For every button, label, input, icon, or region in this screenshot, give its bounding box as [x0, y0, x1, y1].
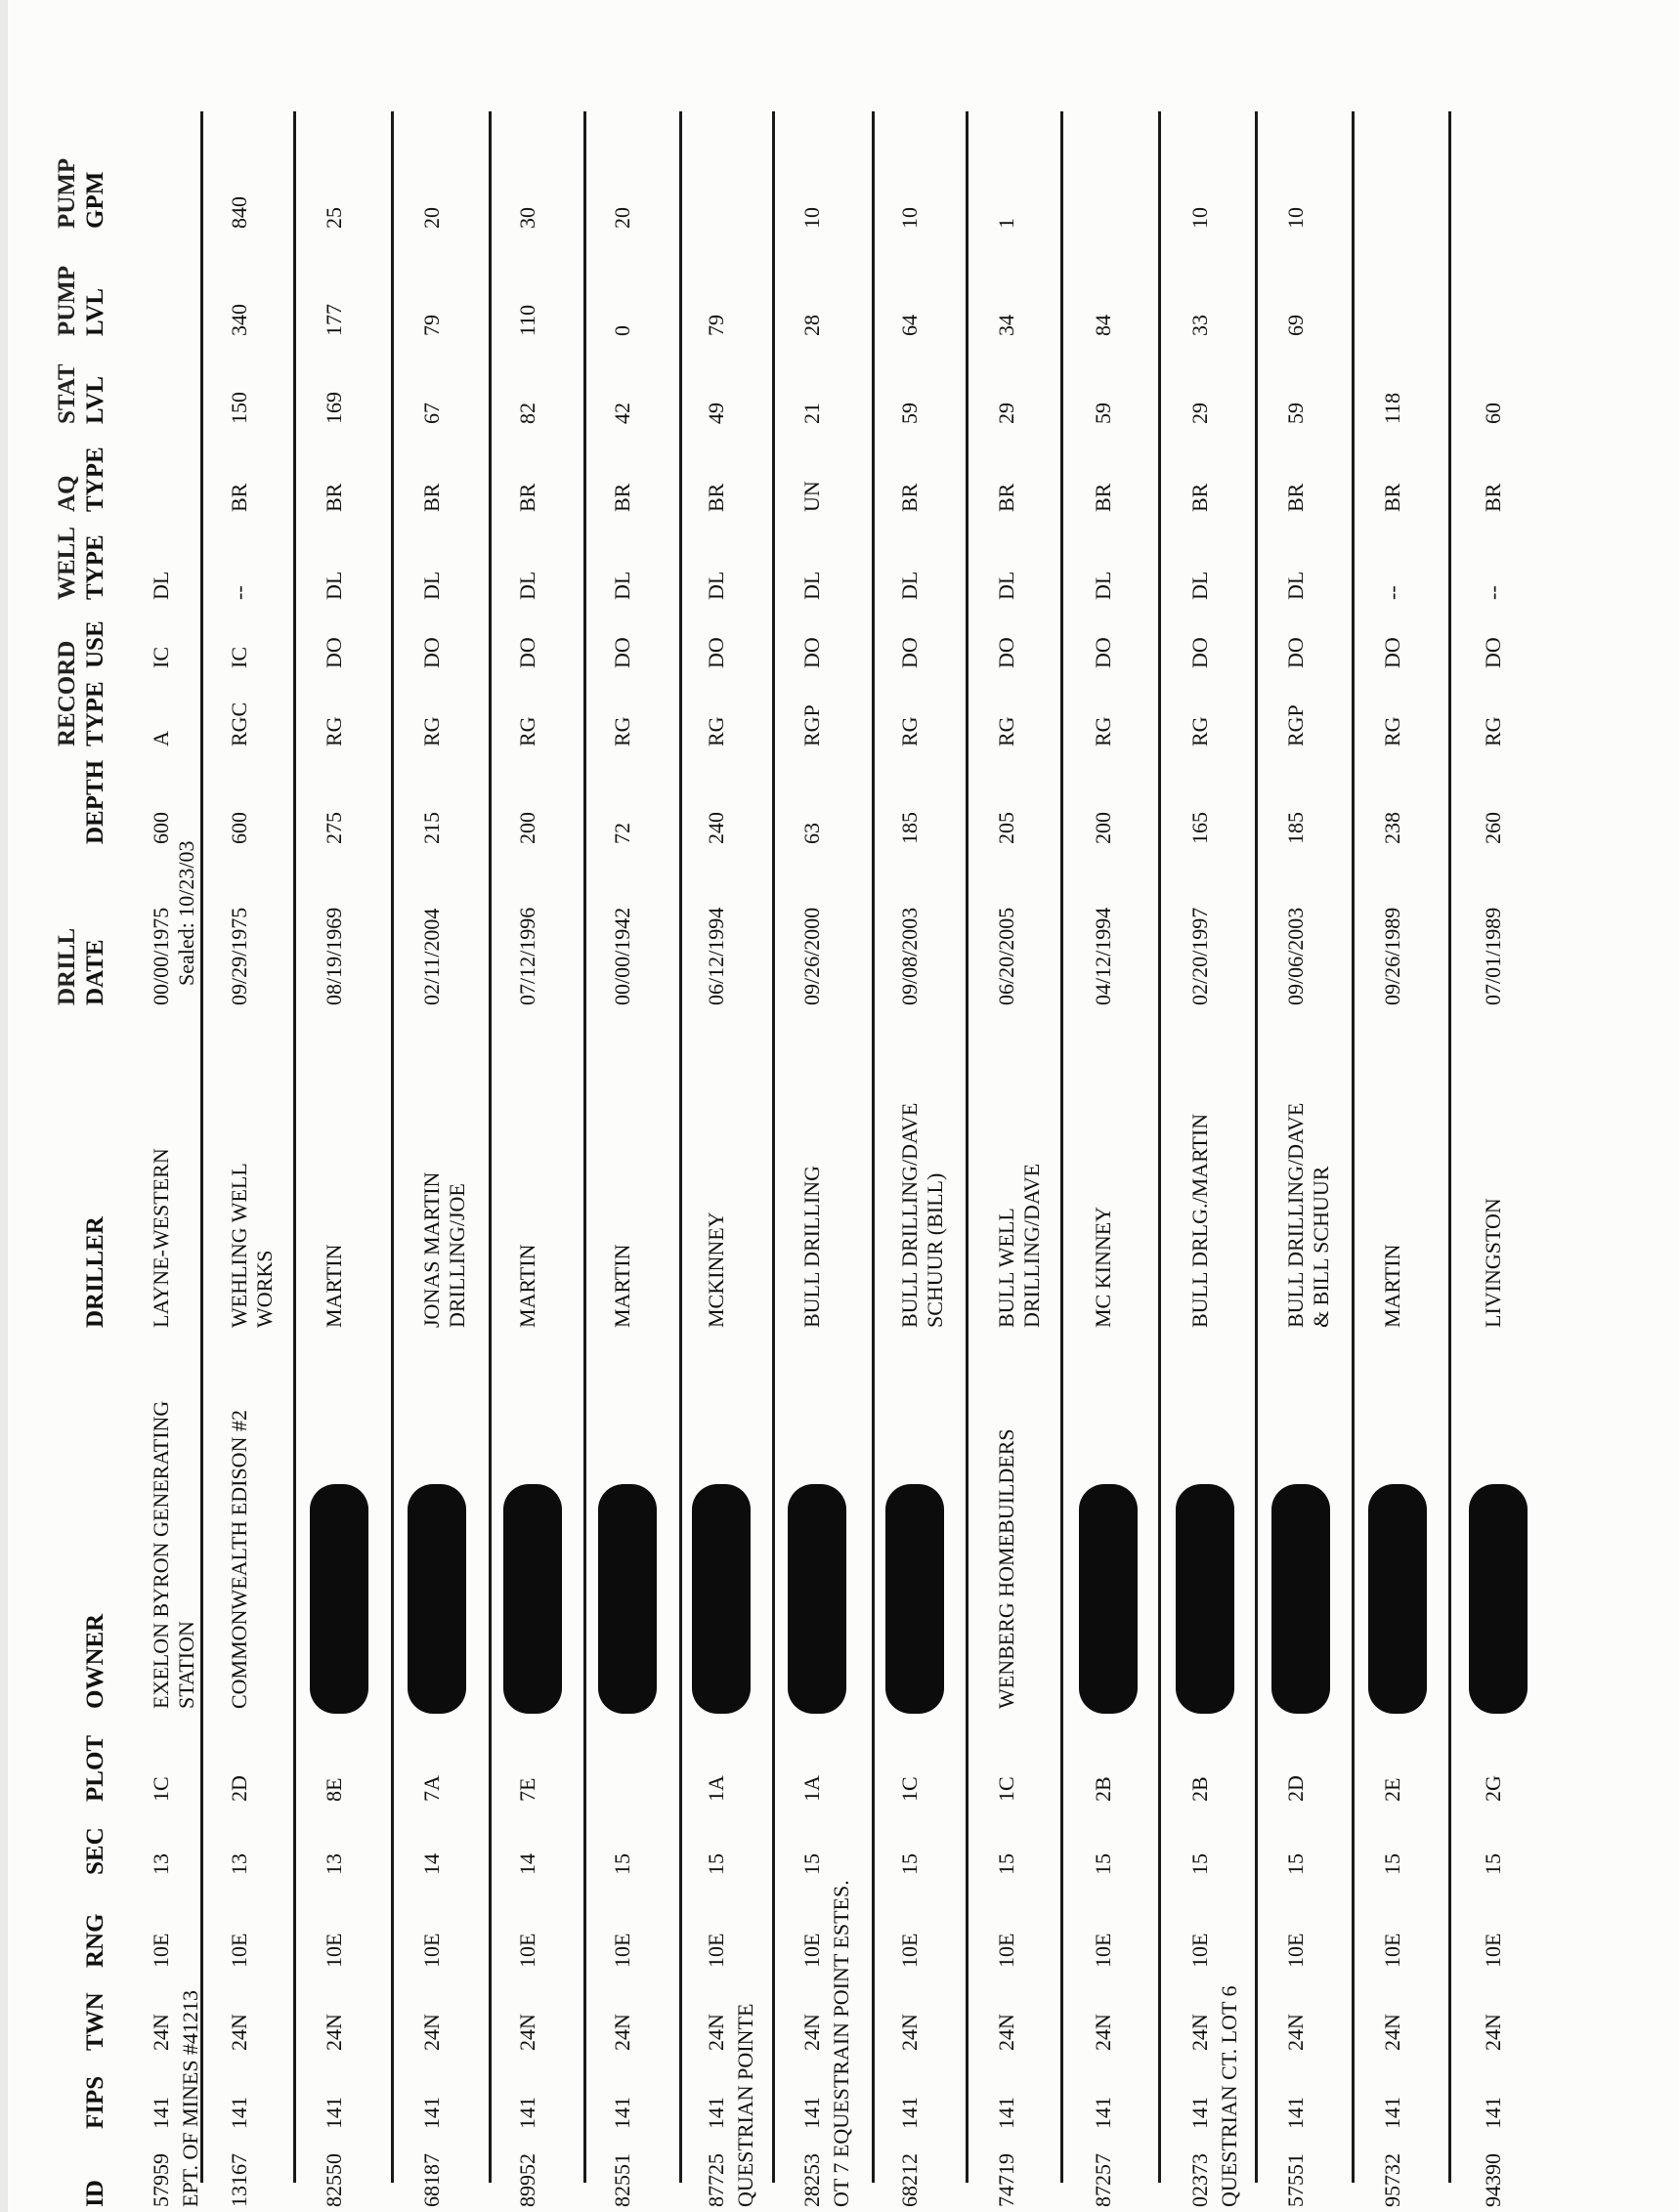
cell-pumpgpm: 1 [994, 218, 1018, 229]
cell-sec: 14 [419, 1853, 444, 1875]
row-separator [489, 111, 492, 2183]
cell-aqtype: BR [1187, 483, 1212, 512]
cell-id: 68212 [897, 2153, 922, 2207]
cell-fips: 141 [419, 2097, 444, 2129]
cell-id: 57959 [149, 2153, 173, 2207]
cell-plot: 2G [1481, 1775, 1505, 1802]
cell-sec: 15 [799, 1853, 824, 1875]
cell-use: DO [1283, 637, 1308, 668]
cell-record: RG [897, 716, 922, 746]
cell-use: IC [227, 647, 251, 668]
cell-date: 02/11/2004 [419, 908, 444, 1005]
cell-rng: 10E [610, 1933, 634, 1968]
cell-id: 87257 [1091, 2153, 1115, 2207]
column-header-sec: SEC [82, 1827, 108, 1875]
cell-pumplvl: 69 [1283, 315, 1308, 336]
cell-fips: 141 [704, 2097, 728, 2129]
cell-use: DO [1187, 637, 1212, 668]
cell-twn: 24N [419, 2014, 444, 2051]
cell-depth: 200 [515, 812, 539, 844]
cell-aqtype: BR [1283, 483, 1308, 512]
redaction-mark [692, 1484, 751, 1714]
cell-sec: 14 [515, 1853, 539, 1875]
cell-aqtype: BR [322, 483, 346, 512]
cell-id: 02373 [1187, 2153, 1212, 2207]
cell-statlvl: 169 [322, 392, 346, 424]
cell-rng: 10E [897, 1933, 922, 1968]
column-header-statlvl: LVL [82, 375, 108, 424]
row-separator [772, 111, 775, 2183]
cell-sec: 15 [994, 1853, 1018, 1875]
column-header-date-top: DRILL [54, 927, 80, 1005]
cell-pumplvl: 110 [515, 304, 539, 336]
cell-plot: 8E [322, 1777, 346, 1802]
cell-driller: MARTIN [515, 1244, 539, 1328]
cell-twn: 24N [704, 2014, 728, 2051]
cell-welltype: DL [1283, 571, 1308, 600]
column-header-pumplvl: LVL [82, 287, 108, 336]
redaction-mark [598, 1484, 657, 1714]
cell-id: 57551 [1283, 2153, 1308, 2207]
cell-plot: 2E [1380, 1777, 1404, 1802]
cell-pumpgpm: 20 [419, 207, 444, 229]
redaction-mark [503, 1484, 562, 1714]
cell-depth: 200 [1091, 812, 1115, 844]
cell-depth: 165 [1187, 812, 1212, 844]
cell-use: DO [994, 637, 1018, 668]
cell-id: 95732 [1380, 2153, 1404, 2207]
cell-rng: 10E [1091, 1933, 1115, 1968]
cell-twn: 24N [322, 2014, 346, 2051]
cell-id: 82551 [610, 2153, 634, 2207]
redaction-mark [885, 1484, 944, 1714]
row-separator [1448, 111, 1451, 2183]
cell-depth: 600 [149, 812, 173, 844]
cell-pumpgpm: 30 [515, 207, 539, 229]
cell-sec: 15 [610, 1853, 634, 1875]
column-header-statlvl-top: STAT [54, 363, 80, 424]
cell-statlvl: 59 [1283, 403, 1308, 424]
cell-record: RG [994, 716, 1018, 746]
cell-depth: 215 [419, 812, 444, 844]
cell-use: DO [1380, 637, 1404, 668]
cell-date: 09/26/1989 [1380, 907, 1404, 1005]
row-separator [679, 111, 682, 2183]
cell-depth: 238 [1380, 812, 1404, 844]
cell-driller-line2: DRILLING/DAVE [1019, 1163, 1044, 1328]
cell-statlvl: 29 [994, 403, 1018, 424]
cell-sec: 15 [1283, 1853, 1308, 1875]
cell-use: DO [897, 637, 922, 668]
cell-pumpgpm: 20 [610, 207, 634, 229]
column-header-date: DATE [82, 939, 108, 1005]
cell-twn: 24N [994, 2014, 1018, 2051]
cell-sec: 15 [704, 1853, 728, 1875]
cell-date: 07/12/1996 [515, 907, 539, 1005]
cell-record: RG [1380, 716, 1404, 746]
cell-use: DO [419, 637, 444, 668]
cell-driller-line2: WORKS [252, 1250, 277, 1328]
cell-record: RG [1091, 716, 1115, 746]
cell-id: 28253 [799, 2153, 824, 2207]
cell-fips: 141 [227, 2097, 251, 2129]
cell-date: 04/12/1994 [1091, 907, 1115, 1005]
cell-record: RG [419, 716, 444, 746]
cell-rng: 10E [515, 1933, 539, 1968]
cell-date: 08/19/1969 [322, 907, 346, 1005]
column-header-pumplvl-top: PUMP [54, 265, 80, 336]
cell-driller: BULL DRILLING/DAVE [1283, 1102, 1308, 1328]
cell-aqtype: BR [610, 483, 634, 512]
cell-aqtype: BR [419, 483, 444, 512]
column-header-owner: OWNER [82, 1613, 108, 1709]
cell-fips: 141 [1283, 2097, 1308, 2129]
cell-date: 00/00/1942 [610, 907, 634, 1005]
column-header-aqtype-top: AQ [54, 475, 80, 512]
cell-pumplvl: 84 [1091, 315, 1115, 336]
column-header-id: ID [82, 2180, 108, 2207]
cell-welltype: DL [994, 571, 1018, 600]
cell-depth: 63 [799, 823, 824, 844]
cell-rng: 10E [1380, 1933, 1404, 1968]
cell-record: RGP [799, 704, 824, 746]
redaction-mark [408, 1484, 466, 1714]
cell-depth: 205 [994, 812, 1018, 844]
cell-fips: 141 [994, 2097, 1018, 2129]
cell-plot: 2B [1187, 1776, 1212, 1802]
cell-aqtype: BR [515, 483, 539, 512]
cell-depth: 260 [1481, 812, 1505, 844]
cell-pumpgpm: 25 [322, 207, 346, 229]
cell-aqtype: BR [704, 483, 728, 512]
cell-plot: 2D [1283, 1775, 1308, 1802]
cell-sec: 15 [1481, 1853, 1505, 1875]
cell-use: DO [1091, 637, 1115, 668]
cell-driller: BULL DRILLING [799, 1166, 824, 1328]
cell-pumplvl: 177 [322, 304, 346, 336]
cell-id: 94390 [1481, 2153, 1505, 2207]
cell-record: RG [704, 716, 728, 746]
cell-use: DO [704, 637, 728, 668]
cell-rng: 10E [419, 1933, 444, 1968]
cell-plot: 7E [515, 1777, 539, 1802]
cell-record: RG [610, 716, 634, 746]
cell-rng: 10E [704, 1933, 728, 1968]
cell-driller: MARTIN [322, 1244, 346, 1328]
cell-fips: 141 [149, 2097, 173, 2129]
cell-fips: 141 [1091, 2097, 1115, 2129]
cell-plot: 7A [419, 1775, 444, 1802]
cell-plot: 2B [1091, 1776, 1115, 1802]
redaction-mark [310, 1484, 368, 1714]
cell-fips: 141 [322, 2097, 346, 2129]
cell-driller: MCKINNEY [704, 1212, 728, 1328]
row-separator [583, 111, 586, 2183]
cell-fips: 141 [610, 2097, 634, 2129]
cell-owner-line2: STATION [174, 1621, 198, 1709]
cell-aqtype: BR [994, 483, 1018, 512]
cell-date: 06/12/1994 [704, 907, 728, 1005]
cell-date: 02/20/1997 [1187, 907, 1212, 1005]
cell-welltype: DL [322, 571, 346, 600]
row-note: EPT. OF MINES #41213 [178, 1989, 202, 2207]
cell-plot: 1C [149, 1776, 173, 1802]
cell-statlvl: 29 [1187, 403, 1212, 424]
cell-pumplvl: 28 [799, 315, 824, 336]
cell-pumplvl: 79 [704, 315, 728, 336]
cell-welltype: DL [419, 571, 444, 600]
cell-depth: 72 [610, 823, 634, 844]
column-header-plot: PLOT [82, 1734, 108, 1802]
cell-date: 06/20/2005 [994, 907, 1018, 1005]
row-note: OT 7 EQUESTRAIN POINT ESTES. [829, 1880, 853, 2207]
cell-driller: JONAS MARTIN [419, 1171, 444, 1328]
cell-driller: MARTIN [610, 1244, 634, 1328]
column-header-record: TYPE [82, 681, 108, 746]
column-header-pumpgpm: GPM [82, 171, 108, 229]
column-header-fips: FIPS [82, 2075, 108, 2129]
cell-statlvl: 59 [897, 403, 922, 424]
column-header-welltype-top: WELL [54, 526, 80, 600]
cell-twn: 24N [897, 2014, 922, 2051]
column-header-twn: TWN [82, 1992, 108, 2051]
cell-plot: 1C [897, 1776, 922, 1802]
cell-pumpgpm: 10 [1187, 207, 1212, 229]
cell-record: RG [1187, 716, 1212, 746]
cell-fips: 141 [1481, 2097, 1505, 2129]
cell-welltype: -- [1481, 585, 1505, 600]
cell-twn: 24N [1481, 2014, 1505, 2051]
cell-rng: 10E [799, 1933, 824, 1968]
cell-twn: 24N [1380, 2014, 1404, 2051]
column-header-rng: RNG [82, 1913, 108, 1968]
column-header-use: USE [82, 620, 108, 668]
row-separator [200, 111, 203, 2183]
cell-pumpgpm: 10 [1283, 207, 1308, 229]
cell-aqtype: BR [1380, 483, 1404, 512]
cell-record: RGP [1283, 704, 1308, 746]
cell-twn: 24N [515, 2014, 539, 2051]
row-separator [391, 111, 394, 2183]
cell-statlvl: 82 [515, 403, 539, 424]
cell-rng: 10E [322, 1933, 346, 1968]
cell-driller: LIVINGSTON [1481, 1198, 1505, 1328]
cell-aqtype: BR [1091, 483, 1115, 512]
cell-driller-line2: SCHUUR (BILL) [923, 1172, 947, 1328]
cell-twn: 24N [149, 2014, 173, 2051]
cell-driller-line2: DRILLING/JOE [445, 1183, 469, 1328]
cell-welltype: -- [227, 585, 251, 600]
cell-id: 87725 [704, 2153, 728, 2207]
column-header-pumpgpm-top: PUMP [54, 157, 80, 229]
cell-date: 00/00/1975 [149, 907, 173, 1005]
cell-statlvl: 59 [1091, 403, 1115, 424]
cell-driller: BULL DRLG./MARTIN [1187, 1113, 1212, 1328]
cell-owner: WENBERG HOMEBUILDERS [994, 1428, 1018, 1709]
cell-record: A [149, 731, 173, 746]
cell-fips: 141 [1187, 2097, 1212, 2129]
cell-driller: WEHLING WELL [227, 1163, 251, 1328]
cell-use: DO [799, 637, 824, 668]
cell-owner: EXELON BYRON GENERATING [149, 1400, 173, 1709]
row-separator [1158, 111, 1161, 2183]
cell-use: DO [1481, 637, 1505, 668]
cell-id: 82550 [322, 2153, 346, 2207]
row-separator [1060, 111, 1063, 2183]
cell-driller-line2: & BILL SCHUUR [1309, 1166, 1333, 1328]
cell-aqtype: UN [799, 481, 824, 512]
column-header-aqtype: TYPE [82, 447, 108, 512]
cell-rng: 10E [1481, 1933, 1505, 1968]
cell-id: 89952 [515, 2153, 539, 2207]
cell-sec: 13 [322, 1853, 346, 1875]
cell-sec: 15 [1091, 1853, 1115, 1875]
cell-record: RGC [227, 702, 251, 746]
cell-statlvl: 49 [704, 403, 728, 424]
cell-depth: 185 [897, 812, 922, 844]
row-separator [872, 111, 875, 2183]
redaction-mark [1176, 1484, 1234, 1714]
column-header-driller: DRILLER [82, 1216, 108, 1328]
cell-date: 07/01/1989 [1481, 907, 1505, 1005]
cell-twn: 24N [1283, 2014, 1308, 2051]
cell-plot: 2D [227, 1775, 251, 1802]
cell-driller: BULL DRILLING/DAVE [897, 1102, 922, 1328]
cell-id: 74719 [994, 2153, 1018, 2207]
cell-statlvl: 67 [419, 403, 444, 424]
cell-welltype: DL [515, 571, 539, 600]
cell-pumplvl: 340 [227, 304, 251, 336]
cell-rng: 10E [994, 1933, 1018, 1968]
cell-pumpgpm: 840 [227, 196, 251, 229]
cell-depth: 275 [322, 812, 346, 844]
column-header-welltype: TYPE [82, 534, 108, 600]
cell-sec: 15 [1187, 1853, 1212, 1875]
row-separator [1352, 111, 1355, 2183]
row-note: QUESTRIAN POINTE [733, 2003, 757, 2207]
cell-rng: 10E [1283, 1933, 1308, 1968]
cell-welltype: DL [704, 571, 728, 600]
cell-pumplvl: 0 [610, 325, 634, 336]
cell-pumplvl: 64 [897, 315, 922, 336]
cell-statlvl: 150 [227, 392, 251, 424]
cell-driller: BULL WELL [994, 1208, 1018, 1328]
cell-record: RG [1481, 716, 1505, 746]
cell-twn: 24N [799, 2014, 824, 2051]
cell-rng: 10E [1187, 1933, 1212, 1968]
cell-sec: 13 [149, 1853, 173, 1875]
cell-sec: 15 [897, 1853, 922, 1875]
cell-pumpgpm: 10 [799, 207, 824, 229]
cell-date-line2: Sealed: 10/23/03 [174, 840, 198, 986]
cell-driller: MC KINNEY [1091, 1206, 1115, 1328]
cell-use: IC [149, 647, 173, 668]
cell-sec: 15 [1380, 1853, 1404, 1875]
cell-twn: 24N [1187, 2014, 1212, 2051]
cell-use: DO [322, 637, 346, 668]
cell-rng: 10E [149, 1933, 173, 1968]
cell-id: 13167 [227, 2153, 251, 2207]
row-separator [1255, 111, 1258, 2183]
cell-fips: 141 [515, 2097, 539, 2129]
cell-date: 09/29/1975 [227, 907, 251, 1005]
cell-date: 09/06/2003 [1283, 907, 1308, 1005]
cell-date: 09/26/2000 [799, 907, 824, 1005]
cell-welltype: DL [1187, 571, 1212, 600]
cell-sec: 13 [227, 1853, 251, 1875]
cell-owner: COMMONWEALTH EDISON #2 [227, 1410, 251, 1709]
cell-pumpgpm: 10 [897, 207, 922, 229]
row-separator [966, 111, 969, 2183]
cell-driller: LAYNE-WESTERN [149, 1148, 173, 1328]
cell-statlvl: 21 [799, 403, 824, 424]
cell-welltype: DL [897, 571, 922, 600]
cell-welltype: -- [1380, 585, 1404, 600]
cell-driller: MARTIN [1380, 1244, 1404, 1328]
cell-twn: 24N [227, 2014, 251, 2051]
cell-welltype: DL [149, 571, 173, 600]
cell-use: DO [610, 637, 634, 668]
cell-twn: 24N [610, 2014, 634, 2051]
column-header-record-top: RECORD [54, 640, 80, 746]
cell-plot: 1A [704, 1775, 728, 1802]
redaction-mark [1271, 1484, 1330, 1714]
cell-rng: 10E [227, 1933, 251, 1968]
cell-id: 68187 [419, 2153, 444, 2207]
cell-welltype: DL [799, 571, 824, 600]
cell-welltype: DL [1091, 571, 1115, 600]
cell-record: RG [322, 716, 346, 746]
redaction-mark [1368, 1484, 1427, 1714]
cell-fips: 141 [799, 2097, 824, 2129]
cell-aqtype: BR [897, 483, 922, 512]
row-separator [293, 111, 296, 2183]
cell-pumplvl: 79 [419, 315, 444, 336]
cell-twn: 24N [1091, 2014, 1115, 2051]
cell-statlvl: 42 [610, 403, 634, 424]
cell-depth: 600 [227, 812, 251, 844]
cell-plot: 1A [799, 1775, 824, 1802]
redaction-mark [1469, 1484, 1528, 1714]
cell-pumplvl: 34 [994, 315, 1018, 336]
cell-fips: 141 [897, 2097, 922, 2129]
cell-depth: 185 [1283, 812, 1308, 844]
cell-aqtype: BR [1481, 483, 1505, 512]
cell-plot: 1C [994, 1776, 1018, 1802]
cell-record: RG [515, 716, 539, 746]
cell-pumplvl: 33 [1187, 315, 1212, 336]
cell-aqtype: BR [227, 483, 251, 512]
cell-welltype: DL [610, 571, 634, 600]
cell-depth: 240 [704, 812, 728, 844]
cell-use: DO [515, 637, 539, 668]
cell-date: 09/08/2003 [897, 907, 922, 1005]
cell-statlvl: 118 [1380, 392, 1404, 424]
cell-fips: 141 [1380, 2097, 1404, 2129]
column-header-depth: DEPTH [82, 759, 108, 844]
row-note: QUESTRIAN CT. LOT 6 [1217, 1985, 1241, 2207]
cell-statlvl: 60 [1481, 403, 1505, 424]
redaction-mark [1079, 1484, 1138, 1714]
redaction-mark [788, 1484, 846, 1714]
